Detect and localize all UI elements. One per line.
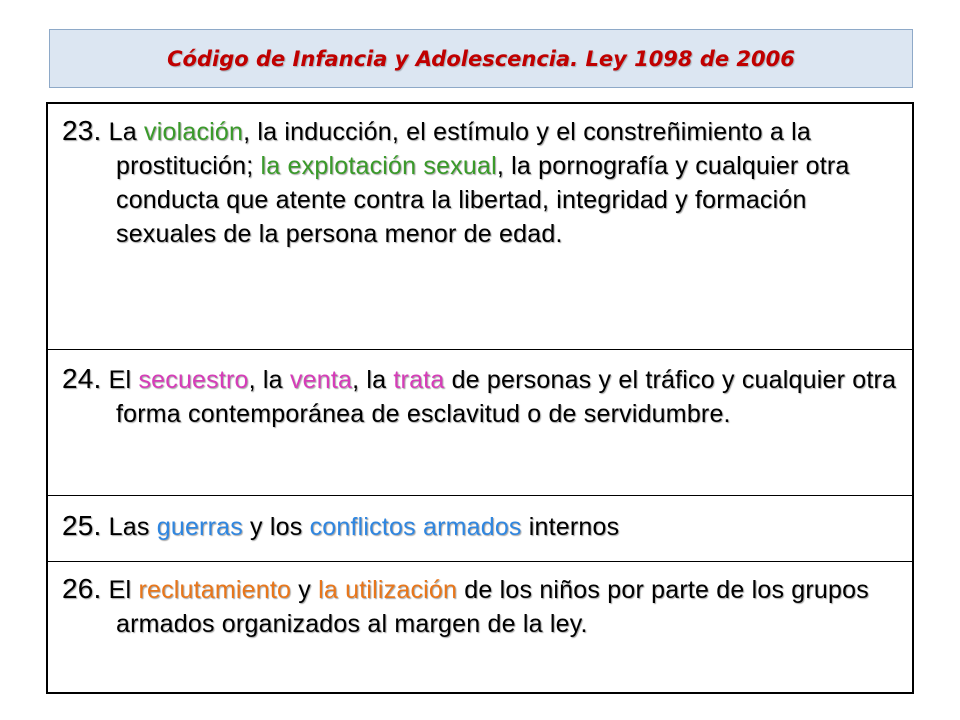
article-26 [62,572,902,641]
highlight-violacion: violación [144,118,244,146]
article-text: El [101,576,139,604]
article-text: de personas y el tráfico y cualquier otra forma contemporánea de esclavitud o de servidumbre. [116,366,897,428]
articles-table [46,102,914,694]
article-number: 25. [62,510,102,541]
article-23 [62,114,902,251]
article-number: 23. [62,115,102,146]
highlight-venta: venta [289,366,353,394]
article-text: y los [242,513,310,541]
highlight-guerras: guerras [156,513,243,541]
article-text: , la inducción, el estímulo y el constreñimiento a la prostitución; [116,118,811,180]
table-row-25 [48,496,912,562]
article-text: internos [521,513,620,541]
article-text: , la [248,366,290,394]
article-number: 24. [62,363,102,394]
article-text: Las [101,513,157,541]
table-row-24 [48,350,912,496]
highlight-conflictos-armados: conflictos armados [309,513,522,541]
article-24 [62,362,902,431]
article-text: y [291,576,319,604]
article-25 [62,509,902,544]
title-banner [49,29,913,88]
highlight-trata: trata [393,366,445,394]
article-text: de los niños por parte de los grupos armados organizados al margen de la ley. [116,576,869,638]
article-text: La [101,118,145,146]
page-title: Código de Infancia y Adolescencia. Ley 1098 de 2006 [167,46,795,71]
highlight-secuestro: secuestro [138,366,249,394]
table-row-23 [48,104,912,350]
article-number: 26. [62,573,102,604]
article-text: , la [352,366,394,394]
highlight-utilizacion: la utilización [318,576,458,604]
table-row-26 [48,562,912,692]
article-text: El [101,366,139,394]
highlight-reclutamiento: reclutamiento [138,576,292,604]
article-text: , la pornografía y cualquier otra conducta que atente contra la libertad, integridad y formación sexuales de la persona menor de edad. [116,152,850,248]
highlight-explotacion-sexual: la explotación sexual [260,152,497,180]
